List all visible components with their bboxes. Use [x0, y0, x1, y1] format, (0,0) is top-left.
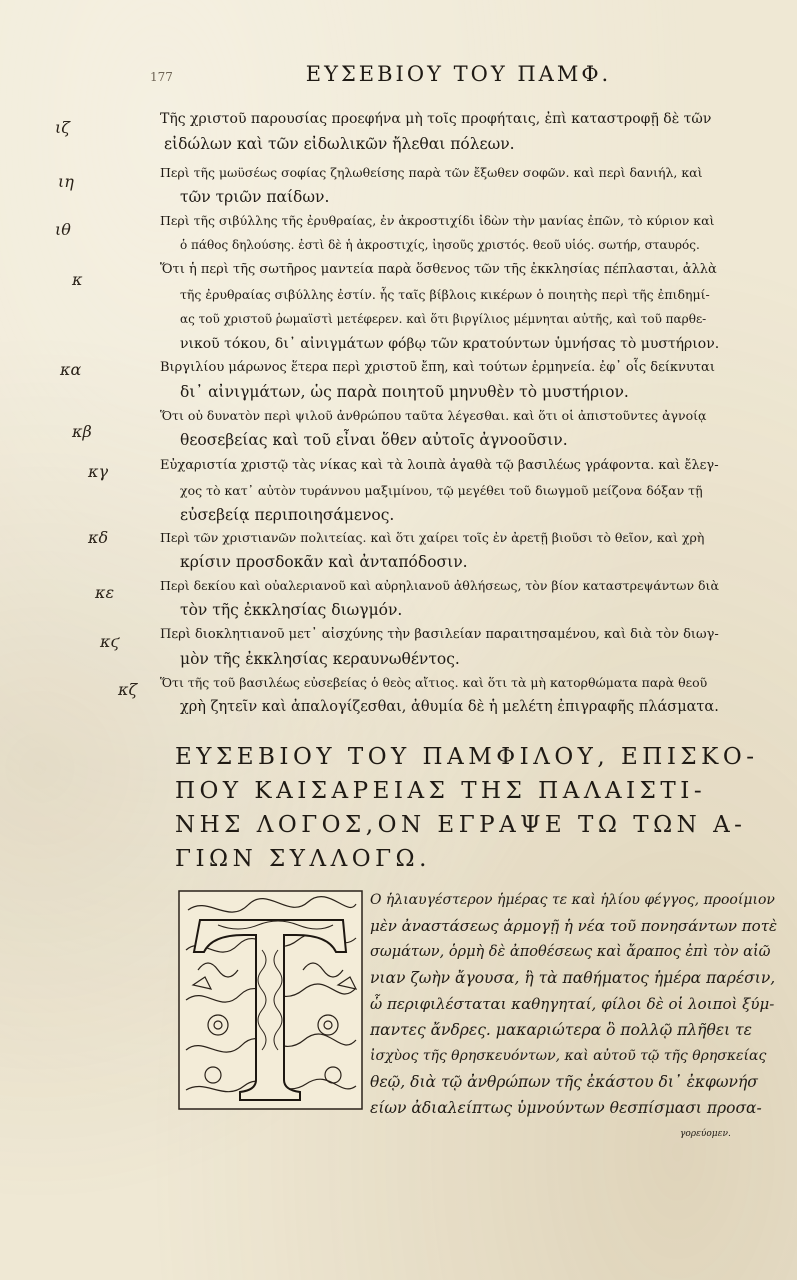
toc-line: τῆς ἐρυθραίας σιβύλλης ἐστίν. ἧς ταῖς βίβλοις κικέρων ὁ ποιητὴς περὶ τῆς ἐπιδημί-	[180, 287, 710, 302]
body-line: γορεύομεν.	[680, 1129, 731, 1139]
toc-line: θεοσεβείας καὶ τοῦ εἶναι ὅθεν αὐτοῖς ἀγνοοῦσιν.	[180, 431, 568, 449]
body-line: ἰσχὺος τῆς θρησκευόντων, καὶ αὐτοῦ τῷ τῆς θρησκείας	[370, 1048, 767, 1064]
toc-entry	[160, 403, 720, 453]
margin-number: κ	[72, 270, 83, 289]
body-line: ὧ περιφιλέσταται καθηγηταί, φίλοι δὲ οἱ λοιποὶ ξύμ-	[370, 995, 775, 1013]
toc-line: κρίσιν προσδοκᾶν καὶ ἀνταπόδοσιν.	[180, 553, 468, 571]
toc-line: Εὐχαριστία χριστῷ τὰς νίκας καὶ τὰ λοιπὰ ἀγαθὰ τῷ βασιλέως γράφοντα. καὶ ἔλεγ-	[160, 458, 719, 473]
margin-number: κε	[95, 583, 115, 602]
toc-line: δι᾽ αἰνιγμάτων, ὡς παρὰ ποιητοῦ μηνυθὲν τὸ μυστήριον.	[180, 383, 629, 401]
margin-number: ιθ	[55, 220, 71, 239]
margin-number: κζ	[118, 680, 138, 699]
toc-line: εἰδώλων καὶ τῶν εἰδωλικῶν ἤλεθαι πόλεων.	[164, 135, 515, 153]
margin-number: κδ	[88, 528, 109, 547]
body-line: παντες ἄνδρες. μακαριώτερα ὃ πολλῷ πλῆθει τε	[370, 1021, 752, 1039]
initial-letter	[363, 890, 364, 891]
toc-line: μὸν τῆς ἐκκλησίας κεραυνωθέντος.	[180, 650, 460, 668]
toc-entry	[160, 355, 720, 405]
toc-line: Περὶ τῆς σιβύλλης τῆς ἐρυθραίας, ἐν ἀκροστιχίδι ἰδὼν τὴν μανίας ἐπῶν, τὸ κύριον καὶ	[160, 213, 715, 228]
toc-line: τὸν τῆς ἐκκλησίας διωγμόν.	[180, 601, 403, 619]
toc-line: Περὶ διοκλητιανοῦ μετ᾽ αἰσχύνης τὴν βασιλείαν παραιτησαμένου, καὶ διὰ τὸν διωγ-	[160, 627, 719, 642]
margin-number: κγ	[88, 462, 109, 481]
toc-line: Βιργιλίου μάρωνος ἕτερα περὶ χριστοῦ ἔπη, καὶ τούτων ἑρμηνεία. ἐφ᾽ οἷς δείκνυται	[160, 360, 715, 375]
decorated-initial	[178, 890, 363, 1110]
toc-line: Ὅτι οὐ δυνατὸν περὶ ψιλοῦ ἀνθρώπου ταῦτα λέγεσθαι. καὶ ὅτι οἱ ἀπιστοῦντες ἀγνοίᾳ	[160, 408, 707, 423]
toc-line: Ὅτι τῆς τοῦ βασιλέως εὐσεβείας ὁ θεὸς αἴτιος. καὶ ὅτι τὰ μὴ κατορθώματα παρὰ θεοῦ	[160, 675, 708, 690]
section-title-line: ΓΙΩΝ ΣΥΛΛΟΓΩ.	[175, 846, 431, 872]
toc-line: εὐσεβείᾳ περιποιησάμενος.	[180, 506, 395, 524]
toc-entry	[160, 160, 720, 210]
margin-number: ιη	[58, 172, 74, 191]
toc-line: χος τὸ κατ᾽ αὐτὸν τυράννου μαξιμίνου, τῷ μεγέθει τοῦ διωγμοῦ μείζονα δόξαν τῇ	[180, 483, 703, 498]
toc-entry	[160, 622, 720, 672]
body-line: θεῷ, διὰ τῷ ἀνθρώπων τῆς ἐκάστου δι᾽ ἐκφωνήσ	[370, 1073, 758, 1091]
body-line: νιαν ζωὴν ἄγουσα, ἣ τὰ παθήματος ἡμέρα παρέσιν,	[370, 969, 776, 987]
toc-line: χρὴ ζητεῖν καὶ ἀπαλογίζεσθαι, ἀθυμία δὲ ἡ μελέτη ἐπιγραφῆς πλάσματα.	[180, 699, 719, 715]
margin-number: κα	[60, 360, 82, 379]
toc-entry	[160, 670, 720, 720]
page-number: 177	[150, 70, 173, 84]
section-title-line: ΝΗΣ ΛΟΓΟΣ,ΟΝ ΕΓΡΑΨΕ ΤΩ ΤΩΝ Α-	[175, 812, 747, 838]
margin-number: κβ	[72, 422, 92, 441]
toc-line: Τῆς χριστοῦ παρουσίας προεφήνα μὴ τοῖς προφήταις, ἐπὶ καταστροφῇ δὲ τῶν	[160, 111, 712, 127]
toc-entry	[160, 525, 720, 575]
body-line: Ο ἡλιαυγέστερον ἡμέρας τε καὶ ἡλίου φέγγος, προοίμιον	[370, 892, 775, 908]
toc-line: Περὶ τῶν χριστιανῶν πολιτείας. καὶ ὅτι χαίρει τοῖς ἐν ἀρετῇ βιοῦσι τὸ θεῖον, καὶ χρὴ	[160, 530, 705, 545]
section-title-line: ΠΟΥ ΚΑΙΣΑΡΕΙΑΣ ΤΗΣ ΠΑΛΑΙΣΤΙ-	[175, 778, 707, 804]
toc-line: Περὶ τῆς μωϋσέως σοφίας ζηλωθείσης παρὰ τῶν ἔξωθεν σοφῶν. καὶ περὶ δανιήλ, καὶ	[160, 165, 703, 180]
toc-entry	[160, 573, 720, 623]
section-title-line: ΕΥΣΕΒΙΟΥ ΤΟΥ ΠΑΜΦΙΛΟΥ, ΕΠΙΣΚΟ-	[175, 744, 759, 770]
toc-entry	[160, 107, 720, 157]
toc-line: ὁ πάθος δηλούσης. ἐστὶ δὲ ἡ ἀκροστιχίς, ἰησοῦς χριστός. θεοῦ υἱός. σωτήρ, σταυρός.	[180, 238, 700, 252]
toc-line: ας τοῦ χριστοῦ ῥωμαϊστὶ μετέφερεν. καὶ ὅτι βιργίλιος μέμνηται αὐτῆς, καὶ τοῦ παρθε-	[180, 312, 707, 326]
margin-number: ιζ	[55, 118, 70, 137]
toc-line: νικοῦ τόκου, δι᾽ αἰνιγμάτων φόβῳ τῶν κρατούντων ὑμνήσας τὸ μυστήριον.	[180, 336, 720, 352]
body-line: σωμάτων, ὁρμὴ δὲ ἀποθέσεως καὶ ἄραπος ἐπὶ τὸν αἰῶ	[370, 944, 771, 960]
running-head: ΕΥΣΕΒΙΟΥ ΤΟΥ ΠΑΜΦ.	[305, 62, 612, 86]
body-line: είων ἀδιαλείπτως ὑμνούντων θεσπίσμασι προσα-	[370, 1099, 762, 1117]
toc-entry	[160, 453, 720, 528]
toc-line: τῶν τριῶν παίδων.	[180, 188, 330, 206]
margin-number: κϛ	[100, 632, 120, 651]
section-title	[175, 740, 759, 876]
body-line: μὲν ἀναστάσεως ἁρμογῇ ἡ νέα τοῦ πονησάντων ποτὲ	[370, 917, 778, 935]
toc-entry	[160, 257, 720, 357]
toc-entry	[160, 208, 720, 258]
toc-line: Ὅτι ἡ περὶ τῆς σωτῆρος μαντεία παρὰ ὅσθενος τῶν τῆς ἐκκλησίας πέπλασται, ἀλλὰ	[160, 262, 717, 277]
toc-line: Περὶ δεκίου καὶ οὐαλεριανοῦ καὶ αὐρηλιανοῦ ἀθλήσεως, τὸν βίον καταστρεψάντων διὰ	[160, 578, 719, 593]
